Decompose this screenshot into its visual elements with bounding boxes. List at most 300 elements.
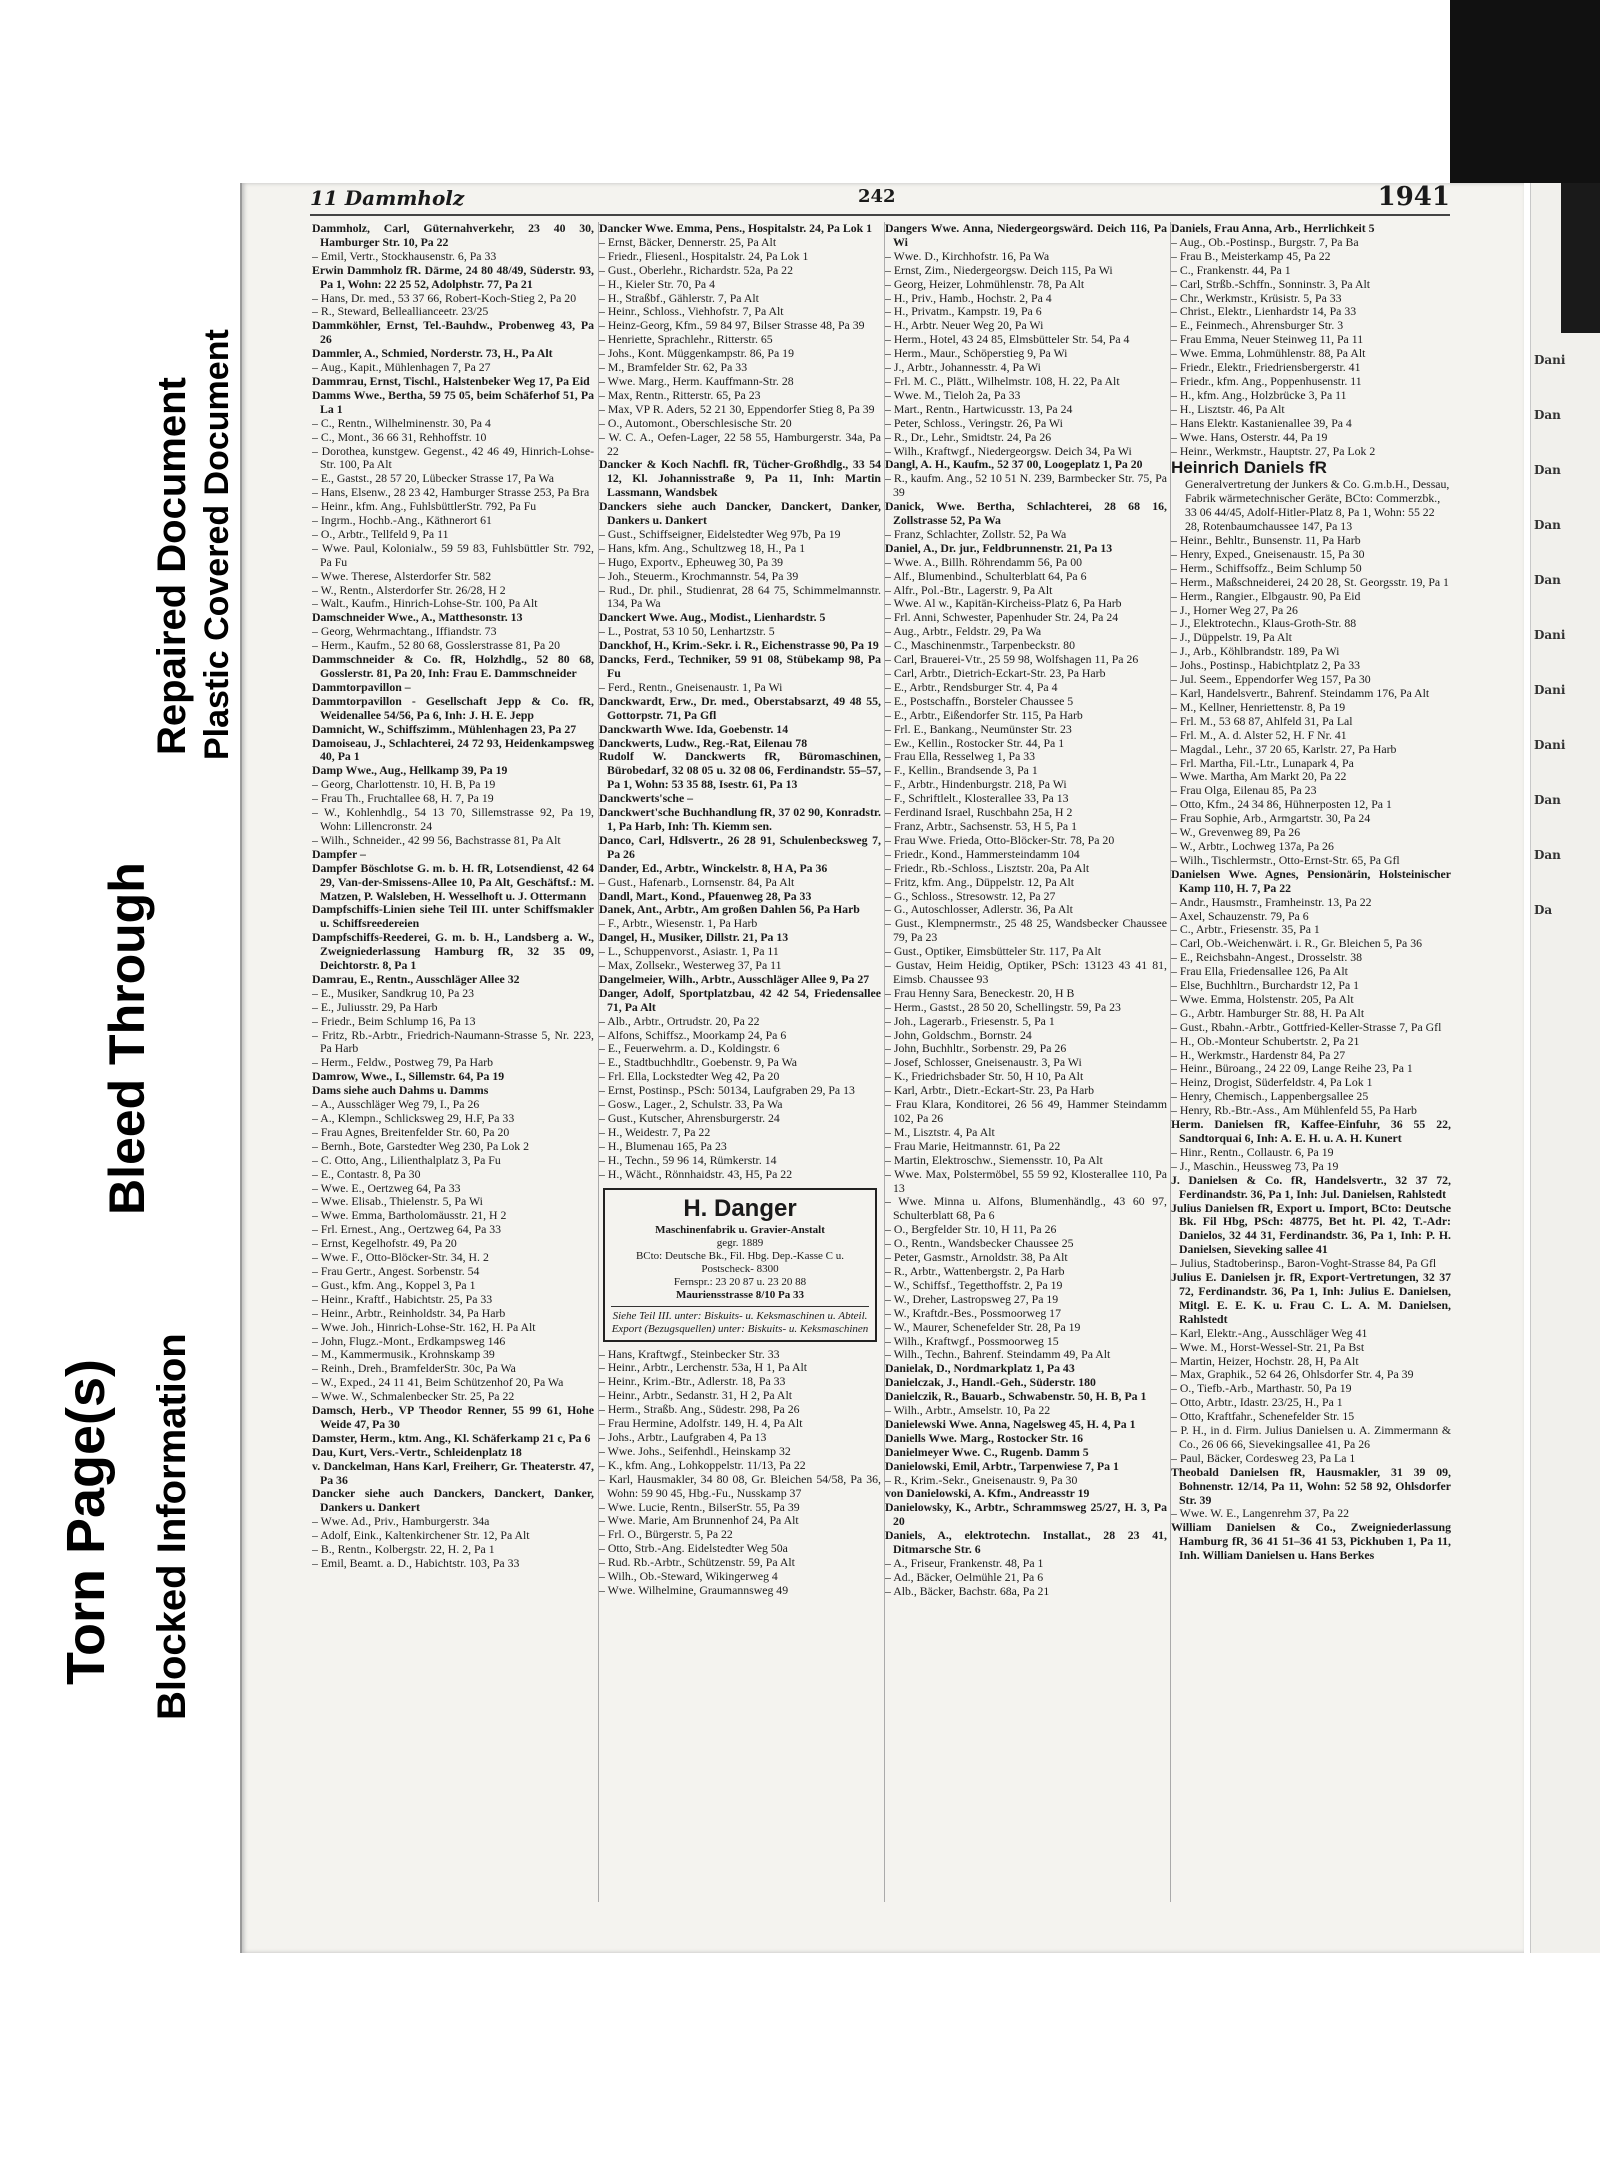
directory-entry: Damsch, Herb., VP Theodor Renner, 55 99 61, Hohe Weide 47, Pa 30 xyxy=(312,1403,594,1431)
directory-entry: – Henry, Chemisch., Lappenbergsallee 25 xyxy=(1171,1089,1369,1104)
ad-phone: Fernspr.: 23 20 87 u. 23 20 88 xyxy=(673,1275,807,1288)
directory-entry: – Wilh., Kraftwgf., Possmoorweg 15 xyxy=(885,1333,1059,1348)
directory-entry: – Peter, Gasmstr., Arnoldstr. 38, Pa Alt xyxy=(885,1250,1068,1265)
label-plastic-covered: Plastic Covered Document xyxy=(198,329,236,760)
directory-entry: – Wwe. Martha, Am Markt 20, Pa 22 xyxy=(1171,769,1347,784)
directory-entry: – Friedr., Rb.-Schloss., Lisztstr. 20a, Pa Alt xyxy=(885,860,1090,875)
directory-entry: Danielowsky, K., Arbtr., Schrammsweg 25/27, H. 3, Pa 20 xyxy=(885,1500,1167,1529)
directory-entry: Danckhof, H., Krim.-Sekr. i. R., Eichenstrasse 90, Pa 19 xyxy=(599,638,879,653)
directory-entry: – Heinr., kfm. Ang., FuhlsbüttlerStr. 792, Pa Fu xyxy=(312,499,537,514)
directory-entry: – R., Steward, Belleallianceetr. 23/25 xyxy=(312,304,489,319)
directory-entry: – J., Elektrotechn., Klaus-Groth-Str. 88 xyxy=(1171,616,1357,631)
directory-entry: – C. Otto, Ang., Lilienthalplatz 3, Pa Fu xyxy=(312,1152,501,1167)
directory-entry: – H., Privatm., Kampstr. 19, Pa 6 xyxy=(885,304,1042,319)
directory-entry: – Gust., Klempnermstr., 25 48 25, Wandsbecker Chaussee 79, Pa 23 xyxy=(885,916,1167,945)
directory-entry: – Frau Henny Sara, Beneckestr. 20, H B xyxy=(885,985,1075,1000)
directory-entry: – K., kfm. Ang., Lohkoppelstr. 11/13, Pa 22 xyxy=(599,1457,806,1472)
directory-entry: – Friedr., kfm. Ang., Poppenhusenstr. 11 xyxy=(1171,373,1362,388)
directory-entry: – Gosw., Lager., 2, Schulstr. 33, Pa Wa xyxy=(599,1097,783,1112)
directory-entry: – W., Dreher, Lastropsweg 27, Pa 19 xyxy=(885,1291,1059,1306)
directory-entry: – Herm., Rangier., Elbgaustr. 90, Pa Eid xyxy=(1171,588,1361,603)
directory-entry: Dampfschiffs-Reederei, G. m. b. H., Landsberg a. W., Zweigniederlassung Hamburg fR, 32 35 09, Deichtorstr. 8, Pa 1 xyxy=(312,930,594,973)
directory-entry: – Herm., Schiffsoffz., Beim Schlump 50 xyxy=(1171,560,1362,575)
directory-entry: Dangl, A. H., Kaufm., 52 37 00, Loogeplatz 1, Pa 20 xyxy=(885,457,1143,472)
directory-entry: – Frau Hermine, Adolfstr. 149, H. 4, Pa Alt xyxy=(599,1416,803,1431)
directory-entry: – Alf., Blumenbind., Schulterblatt 64, Pa 6 xyxy=(885,568,1087,583)
directory-entry: Danckert Wwe. Aug., Modist., Lienhardstr. 5 xyxy=(599,610,826,625)
directory-entry: – Dorothea, kunstgew. Gegenst., 42 46 49, Hinrich-Lohse-Str. 100, Pa Alt xyxy=(312,443,594,472)
directory-entry: – Frau Agnes, Breitenfelder Str. 60, Pa 20 xyxy=(312,1124,510,1139)
directory-entry: – Hans, Kraftwgf., Steinbecker Str. 33 xyxy=(599,1346,780,1361)
directory-entry: – Wilh., Techn., Bahrenf. Steindamm 49, Pa Alt xyxy=(885,1347,1111,1362)
directory-entry: – Gust., Hafenarb., Lornsenstr. 84, Pa Alt xyxy=(599,874,795,889)
directory-entry: – Wwe. Elisab., Thielenstr. 5, Pa Wi xyxy=(312,1194,483,1209)
header-rule xyxy=(310,214,1450,216)
directory-entry: – W. C. A., Oefen-Lager, 22 58 55, Hamburgerstr. 34a, Pa 22 xyxy=(599,429,881,458)
directory-entry: – Wwe. Emma, Lohmühlenstr. 88, Pa Alt xyxy=(1171,346,1366,361)
directory-entry: – M., Bramfelder Str. 62, Pa 33 xyxy=(599,360,748,375)
directory-entry: – Gustav, Heim Heidig, Optiker, PSch: 13123 43 41 81, Eimsb. Chaussee 93 xyxy=(885,958,1167,986)
edge-fragment: Da xyxy=(1534,903,1553,917)
directory-entry: – E., Gastst., 28 57 20, Lübecker Strasse 17, Pa Wa xyxy=(312,471,554,486)
directory-entry: – Otto, Kfm., 24 34 86, Hühnerposten 12, Pa 1 xyxy=(1171,797,1392,812)
directory-entry: Dancker siehe auch Danckers, Danckert, Danker, Dankers u. Dankert xyxy=(312,1486,594,1515)
directory-entry: – Gust., Rbahn.-Arbtr., Gottfried-Keller-Strasse 7, Pa Gfl xyxy=(1171,1019,1442,1034)
directory-entry: – Rud. Rb.-Arbtr., Schützenstr. 59, Pa Alt xyxy=(599,1555,795,1570)
directory-entry: – Ernst, Zim., Niedergeorgsw. Deich 115, Pa Wi xyxy=(885,262,1113,277)
directory-entry: – O., Arbtr., Tellfeld 9, Pa 11 xyxy=(312,526,449,541)
directory-entry: – Mart., Rentn., Hartwicusstr. 13, Pa 24 xyxy=(885,401,1073,416)
directory-entry: Danek, Ant., Arbtr., Am großen Dahlen 56, Pa Harb xyxy=(599,902,860,917)
edge-fragment: Dan xyxy=(1534,848,1561,862)
directory-entry: Dammtorpavillon - Gesellschaft Jepp & Co. fR, Weidenallee 54/56, Pa 6, Inh: J. H. E. Jepp xyxy=(312,693,594,722)
ad-subtitle: Maschinenfabrik u. Gravier-Anstalt xyxy=(655,1223,825,1236)
ad-h-danger xyxy=(603,1188,877,1342)
directory-entry: – R., Krim.-Sekr., Gneisenaustr. 9, Pa 30 xyxy=(885,1472,1078,1487)
directory-entry: – Wilh., Schneider., 42 99 56, Bachstrasse 81, Pa Alt xyxy=(312,832,561,847)
directory-entry: – Johs., Postinsp., Habichtplatz 2, Pa 33 xyxy=(1171,658,1361,673)
directory-entry: Daniels, Frau Anna, Arb., Herrlichkeit 5 xyxy=(1171,222,1375,235)
directory-entry: – Frl. Martha, Fil.-Ltr., Lunapark 4, Pa xyxy=(1171,755,1354,770)
edge-fragment: Dani xyxy=(1534,738,1566,752)
directory-entry: Dancks, Ferd., Techniker, 59 91 08, Stübekamp 98, Pa Fu xyxy=(599,652,881,680)
directory-entry: – Alb., Arbtr., Ortrudstr. 20, Pa 22 xyxy=(599,1013,760,1028)
directory-entry: – Carl, Strßb.-Schffn., Sonninstr. 3, Pa Alt xyxy=(1171,276,1371,291)
directory-entry: – Wwe. Emma, Holstenstr. 205, Pa Alt xyxy=(1171,991,1354,1006)
directory-entry: – W., Kohlenhdlg., 54 13 70, Sillemstrasse 92, Pa 19, Wohn: Lillencronstr. 24 xyxy=(312,805,594,833)
directory-entry: – H., Kieler Str. 70, Pa 4 xyxy=(599,276,715,291)
directory-entry: – Wilh., Ob.-Steward, Wikingerweg 4 xyxy=(599,1569,778,1584)
directory-entry: – Friedr., Elektr., Friedriensbergerstr. 41 xyxy=(1171,360,1361,375)
directory-entry: – J., Arb., Köhlbrandstr. 189, Pa Wi xyxy=(1171,644,1340,659)
directory-entry: – Hans, kfm. Ang., Schultzweg 18, H., Pa 1 xyxy=(599,540,806,555)
edge-fragment: Dan xyxy=(1534,793,1561,807)
directory-entry: Dams siehe auch Dahms u. Damms xyxy=(312,1083,489,1098)
directory-entry: – Henry, Rb.-Btr.-Ass., Am Mühlenfeld 55, Pa Harb xyxy=(1171,1103,1417,1118)
directory-entry: – A., Klempn., Schlicksweg 29, H.F, Pa 33 xyxy=(312,1111,515,1125)
ad-footer: Siehe Teil III. unter: Biskuits- u. Keksmaschinen u. Abteil. Export (Bezugsquellen) unter: Biskuits- u. Keksmaschinen xyxy=(611,1306,869,1336)
directory-entry: – Heinr., Behltr., Bunsenstr. 11, Pa Harb xyxy=(1171,533,1361,548)
directory-entry: – Wilh., Kraftwgf., Niedergeorgsw. Deich 34, Pa Wi xyxy=(885,443,1132,458)
directory-entry: – Carl, Arbtr., Dietrich-Eckart-Str. 23, Pa Harb xyxy=(885,666,1106,680)
directory-entry: – F., Arbtr., Hindenburgstr. 218, Pa Wi xyxy=(885,777,1067,792)
edge-fragment: Dan xyxy=(1534,408,1561,422)
directory-entry: – C., Frankenstr. 44, Pa 1 xyxy=(1171,262,1291,277)
directory-entry: – A., Ausschläger Weg 79, I., Pa 26 xyxy=(312,1097,480,1112)
directory-entry: – W., Arbtr., Lochweg 137a, Pa 26 xyxy=(1171,838,1334,853)
directory-entry: – Adolf, Eink., Kaltenkirchener Str. 12, Pa Alt xyxy=(312,1528,530,1543)
directory-entry: – Martin, Elektroschw., Siemensstr. 10, Pa Alt xyxy=(885,1152,1103,1167)
directory-entry: Danielczik, R., Bauarb., Schwabenstr. 50, H. B, Pa 1 xyxy=(885,1389,1147,1404)
directory-entry: – Aug., Kapit., Mühlenhagen 7, Pa 27 xyxy=(312,360,491,375)
directory-entry: – Wwe. E., Oertzweg 64, Pa 33 xyxy=(312,1180,461,1195)
label-repaired-document: Repaired Document xyxy=(150,377,194,755)
directory-entry: Damms Wwe., Bertha, 59 75 05, beim Schäferhof 51, Pa La 1 xyxy=(312,387,594,416)
directory-entry: – J., Horner Weg 27, Pa 26 xyxy=(1171,602,1298,617)
directory-entry: Danielak, D., Nordmarkplatz 1, Pa 43 xyxy=(885,1361,1075,1376)
directory-entry: – Wwe. Wilhelmine, Graumannsweg 49 xyxy=(599,1582,789,1597)
directory-entry: – E., Stadtbuchhdltr., Goebenstr. 9, Pa Wa xyxy=(599,1055,798,1070)
directory-entry: – Wwe. Ad., Priv., Hamburgerstr. 34a xyxy=(312,1514,490,1529)
directory-entry: Erwin Dammholz fR. Därme, 24 80 48/49, Süderstr. 93, Pa 1, Wohn: 22 25 52, Adolphstr. 77, Pa 21 xyxy=(312,262,594,291)
directory-entry: – Herm., Hotel, 43 24 85, Elmsbütteler Str. 54, Pa 4 xyxy=(885,332,1130,347)
directory-entry: – Ernst, Kegelhofstr. 49, Pa 20 xyxy=(312,1236,457,1251)
directory-entry: – F., Schriftlelt., Klosterallee 33, Pa 13 xyxy=(885,791,1069,806)
directory-entry: – Henry, Exped., Gneisenaustr. 15, Pa 30 xyxy=(1171,546,1365,561)
directory-entry: – W., Rentn., Alsterdorfer Str. 26/28, H 2 xyxy=(312,582,506,597)
directory-entry: Danielczak, J., Handl.-Geh., Süderstr. 180 xyxy=(885,1375,1096,1390)
directory-entry: – W., Grevenweg 89, Pa 26 xyxy=(1171,825,1301,840)
column-1 xyxy=(312,222,594,1902)
edge-fragment: Dani xyxy=(1534,628,1566,642)
directory-entry: – W., Maurer, Schenefelder Str. 28, Pa 19 xyxy=(885,1319,1081,1334)
directory-entry: – Frl. Ernest., Ang., Oertzweg 64, Pa 33 xyxy=(312,1222,502,1237)
directory-entry: Damschneider Wwe., A., Matthesonstr. 13 xyxy=(312,610,523,625)
directory-entry: – Hans, Dr. med., 53 37 66, Robert-Koch-Stieg 2, Pa 20 xyxy=(312,290,577,305)
directory-entry: – E., Postschaffn., Borsteler Chaussee 5 xyxy=(885,693,1074,708)
label-torn-pages: Torn Page(s) xyxy=(56,1358,116,1685)
directory-entry: Danick, Wwe. Bertha, Schlachterei, 28 68 16, Zollstrasse 52, Pa Wa xyxy=(885,499,1167,528)
directory-entry: – Friedr., Kond., Hammersteindamm 104 xyxy=(885,846,1080,861)
directory-entry: – E., Feuerwehrm. a. D., Koldingstr. 6 xyxy=(599,1041,780,1056)
directory-entry: Dampfschiffs-Linien siehe Teil III. unter Schiffsmakler u. Schiffsreedereien xyxy=(312,902,594,931)
directory-entry: – Max, Rentn., Ritterstr. 65, Pa 23 xyxy=(599,387,761,402)
directory-entry: – J., Maschin., Heussweg 73, Pa 19 xyxy=(1171,1158,1339,1173)
directory-entry: – R., Arbtr., Wattenbergstr. 2, Pa Harb xyxy=(885,1263,1065,1278)
directory-entry: – Fritz, kfm. Ang., Düppelstr. 12, Pa Alt xyxy=(885,874,1075,889)
directory-entry: Danckwerts, Ludw., Reg.-Rat, Eilenau 78 xyxy=(599,735,808,750)
directory-entry: – C., Mont., 36 66 31, Rehhoffstr. 10 xyxy=(312,429,487,444)
directory-entry: – Carl, Ob.-Weichenwärt. i. R., Gr. Bleichen 5, Pa 36 xyxy=(1171,936,1422,951)
heinrich-daniels-text: Generalvertretung der Junkers & Co. G.m.b.H., Dessau, Fabrik wärmetechnischer Geräte, BCto: Commerzbk., 33 06 44/45, Adolf-Hitler-Platz 8, Pa 1, Wohn: 55 22 28, Rotenbaumchaussee 147, Pa 13 xyxy=(1185,477,1450,534)
directory-entry: J. Danielsen & Co. fR, Handelsvertr., 32 37 72, Ferdinandstr. 36, Pa 1, Inh: Jul. Danielsen, Rahlstedt xyxy=(1171,1172,1451,1201)
directory-entry: Danckwardt, Erw., Dr. med., Oberstabsarzt, 49 48 55, Gottorpstr. 71, Pa Gfl xyxy=(599,693,881,722)
directory-entry: – Wwe. Minna u. Alfons, Blumenhändlg., 43 60 97, Schulterblatt 68, Pa 6 xyxy=(885,1194,1167,1223)
directory-entry: Dammtorpavillon – xyxy=(312,679,411,694)
directory-entry: – C., Maschinenmstr., Tarpenbeckstr. 80 xyxy=(885,638,1075,653)
directory-entry: – R., kaufm. Ang., 52 10 51 N. 239, Barmbecker Str. 75, Pa 39 xyxy=(885,471,1167,500)
directory-entry: – G., Schloss., Stresowstr. 12, Pa 27 xyxy=(885,888,1056,903)
directory-entry: Dandl, Mart., Kond., Pfauenweg 28, Pa 33 xyxy=(599,888,812,903)
directory-entry: – Wwe. Lucie, Rentn., BilserStr. 55, Pa 39 xyxy=(599,1499,800,1514)
directory-entry: – Alfons, Schiffsz., Moorkamp 24, Pa 6 xyxy=(599,1027,787,1042)
directory-entry: – Frl. M., A. d. Alster 52, H. F Nr. 41 xyxy=(1171,727,1347,742)
directory-entry: – H., Weidestr. 7, Pa 22 xyxy=(599,1124,711,1139)
directory-entry: – R., Dr., Lehr., Smidtstr. 24, Pa 26 xyxy=(885,429,1052,444)
directory-entry: – Martin, Heizer, Hochstr. 28, H, Pa Alt xyxy=(1171,1353,1359,1368)
directory-entry: – Frau Wwe. Frieda, Otto-Blöcker-Str. 78, Pa 20 xyxy=(885,832,1115,847)
directory-entry: – E., Contastr. 8, Pa 30 xyxy=(312,1166,421,1181)
directory-entry: – Bernh., Bote, Garstedter Weg 230, Pa Lok 2 xyxy=(312,1138,530,1153)
directory-entry: – Wwe. Marie, Am Brunnenhof 24, Pa Alt xyxy=(599,1513,799,1528)
directory-entry: – Georg, Heizer, Lohmühlenstr. 78, Pa Alt xyxy=(885,276,1085,291)
directory-entry: – Gust., kfm. Ang., Koppel 3, Pa 1 xyxy=(312,1277,476,1292)
edge-fragment: Dani xyxy=(1534,353,1566,367)
directory-entry: – Max, Graphik., 52 64 26, Ohlsdorfer Str. 4, Pa 39 xyxy=(1171,1367,1414,1382)
directory-entry: – Frau Olga, Eilenau 85, Pa 23 xyxy=(1171,783,1317,798)
directory-entry: – Frau Marie, Heitmannstr. 61, Pa 22 xyxy=(885,1138,1061,1153)
directory-entry: Danckwerts'sche – xyxy=(599,791,694,806)
directory-entry: – H., Straßbf., Gählerstr. 7, Pa Alt xyxy=(599,290,759,305)
directory-entry: Danielsen Wwe. Agnes, Pensionärin, Holsteinischer Kamp 110, H. 7, Pa 22 xyxy=(1171,866,1451,895)
directory-entry: – E., Juliusstr. 29, Pa Harb xyxy=(312,999,438,1014)
directory-entry: Dammler, A., Schmied, Norderstr. 73, H., Pa Alt xyxy=(312,346,553,361)
directory-entry: – Walt., Kaufm., Hinrich-Lohse-Str. 100, Pa Alt xyxy=(312,596,538,611)
directory-entry: – Wwe. Marg., Herm. Kauffmann-Str. 28 xyxy=(599,373,794,388)
directory-entry: Dancker & Koch Nachfl. fR, Tücher-Großhdlg., 33 54 12, Kl. Johannisstraße 9, Pa 11, Inh: Martin Lassmann, Wandsbek xyxy=(599,457,881,500)
directory-entry: Damster, Herm., ktm. Ang., Kl. Schäferkamp 21 c, Pa 6 xyxy=(312,1430,591,1445)
directory-entry: – Johs., Kont. Müggenkampstr. 86, Pa 19 xyxy=(599,346,794,361)
directory-entry: – Jul. Seem., Eppendorfer Weg 157, Pa 30 xyxy=(1171,672,1371,687)
directory-entry: – Heinz, Drogist, Süderfeldstr. 4, Pa Lok 1 xyxy=(1171,1075,1373,1090)
directory-entry: – Karl, Arbtr., Dietr.-Eckart-Str. 23, Pa Harb xyxy=(885,1083,1095,1098)
directory-entry: Danielowski, Emil, Arbtr., Tarpenwiese 7, Pa 1 xyxy=(885,1458,1119,1473)
directory-entry: – Herm., Maßschneiderei, 24 20 28, St. Georgsstr. 19, Pa 1 xyxy=(1171,574,1449,589)
directory-entry: – Ew., Kellin., Rostocker Str. 44, Pa 1 xyxy=(885,735,1065,750)
directory-entry: – John, Goldschm., Bornstr. 24 xyxy=(885,1027,1032,1042)
directory-entry: – W., Schiffsf., Tegetthoffstr. 2, Pa 19 xyxy=(885,1277,1063,1292)
directory-entry: – Gust., Schiffseigner, Eidelstedter Weg 97b, Pa 19 xyxy=(599,526,841,541)
directory-entry: Dau, Kurt, Vers.-Vertr., Schleidenplatz 18 xyxy=(312,1444,522,1459)
margin-labels xyxy=(0,0,250,2177)
directory-entry: – E., Reichsbahn-Angest., Drosselstr. 38 xyxy=(1171,950,1363,965)
directory-entry: – Frl. O., Bürgerstr. 5, Pa 22 xyxy=(599,1527,733,1542)
directory-entry: Theobald Danielsen fR, Hausmakler, 31 39 09, Bohnenstr. 12/14, Pa 11, Wohn: 52 58 92, Ohlsdorfer Str. 39 xyxy=(1171,1464,1451,1507)
directory-entry: Dammköhler, Ernst, Tel.-Bauhdw., Probenweg 43, Pa 26 xyxy=(312,318,594,347)
directory-entry: – Rud., Dr. phil., Studienrat, 28 64 75, Schimmelmannstr. 134, Pa Wa xyxy=(599,582,881,611)
directory-entry: – Hugo, Exportv., Epheuweg 30, Pa 39 xyxy=(599,554,784,569)
directory-entry: – Emil, Vertr., Stockhausenstr. 6, Pa 33 xyxy=(312,248,497,263)
directory-entry: – Christ., Elektr., Lienhardstr 14, Pa 33 xyxy=(1171,304,1357,319)
directory-entry: – Frl. Ella, Lockstedter Weg 42, Pa 20 xyxy=(599,1069,780,1084)
page-number: 242 xyxy=(858,186,896,207)
directory-entry: Dammrau, Ernst, Tischl., Halstenbeker Weg 17, Pa Eid xyxy=(312,373,590,388)
directory-entry: – E., Arbtr., Rendsburger Str. 4, Pa 4 xyxy=(885,679,1058,694)
label-bleed-through: Bleed Through xyxy=(99,862,155,1215)
directory-entry: – Ferd., Rentn., Gneisenaustr. 1, Pa Wi xyxy=(599,679,783,694)
directory-entry: – Axel, Schauzenstr. 79, Pa 6 xyxy=(1171,908,1309,923)
directory-entry: – Ferdinand Israel, Ruschbahn 25a, H 2 xyxy=(885,805,1073,820)
directory-entry: – John, Buchhltr., Sorbenstr. 29, Pa 26 xyxy=(885,1041,1067,1056)
directory-entry: Damnicht, W., Schiffszimm., Mühlenhagen 23, Pa 27 xyxy=(312,721,577,736)
directory-entry: Daniels, A., elektrotechn. Installat., 28 23 41, Ditmarsche Str. 6 xyxy=(885,1528,1167,1557)
directory-entry: – Wwe. M., Horst-Wessel-Str. 21, Pa Bst xyxy=(1171,1339,1365,1354)
directory-entry: – O., Tiefb.-Arb., Marthastr. 50, Pa 19 xyxy=(1171,1381,1352,1396)
directory-entry: – Frau Ella, Friedensallee 126, Pa Alt xyxy=(1171,964,1348,979)
directory-entry: – O., Bergfelder Str. 10, H 11, Pa 26 xyxy=(885,1222,1057,1237)
directory-entry: – K., Friedrichsbader Str. 50, H 10, Pa Alt xyxy=(885,1069,1084,1084)
ad-address: Mauriensstrasse 8/10 Pa 33 xyxy=(675,1288,804,1301)
directory-entry: – H., kfm. Ang., Holzbrücke 3, Pa 11 xyxy=(1171,387,1347,402)
directory-entry: – Frau Ella, Resselweg 1, Pa 33 xyxy=(885,749,1036,764)
directory-entry: – F., Kellin., Brandsende 3, Pa 1 xyxy=(885,763,1038,778)
directory-entry: – Else, Buchhltrn., Burchardstr 12, Pa 1 xyxy=(1171,978,1360,993)
directory-entry: Rudolf W. Danckwerts fR, Büromaschinen, Bürobedarf, 32 08 05 u. 32 08 06, Ferdinandstr. 55–57, Pa 1, Wohn: 53 35 88, Isestr. 61, Pa 13 xyxy=(599,749,881,792)
directory-entry: Dampfer Böschlotse G. m. b. H. fR, Lotsendienst, 42 64 29, Van-der-Smissens-Allee 10, Pa Alt, Geschäftsf.: M. Matzen, P. Walsleben, H. Wesselhoft u. J. Ottermann xyxy=(312,860,594,903)
directory-entry: – Wwe. F., Otto-Blöcker-Str. 34, H. 2 xyxy=(312,1250,489,1265)
directory-entry: – Heinr., Werkmstr., Hauptstr. 27, Pa Lok 2 xyxy=(1171,443,1376,458)
column-4 xyxy=(1170,222,1451,1902)
heinrich-daniels-heading: Heinrich Daniels fR xyxy=(1171,458,1327,478)
directory-entry: – Wwe. Emma, Bartholomäusstr. 21, H 2 xyxy=(312,1208,507,1223)
directory-entry: Dammholz, Carl, Güternahverkehr, 23 40 30, Hamburger Str. 10, Pa 22 xyxy=(312,222,594,249)
directory-entry: – Wwe. M., Tieloh 2a, Pa 33 xyxy=(885,387,1021,402)
directory-entry: Danckwarth Wwe. Ida, Goebenstr. 14 xyxy=(599,721,789,736)
directory-entry: Danielmeyer Wwe. C., Rugenb. Damm 5 xyxy=(885,1444,1089,1459)
edge-fragment: Dani xyxy=(1534,683,1566,697)
directory-entry: – Wwe. W., Schmalenbecker Str. 25, Pa 22 xyxy=(312,1389,515,1404)
directory-entry: – Alfr., Pol.-Btr., Lagerstr. 9, Pa Alt xyxy=(885,582,1053,597)
directory-entry: Damrow, Wwe., I., Sillemstr. 64, Pa 19 xyxy=(312,1069,505,1084)
directory-entry: – Heinr., Schloss., Viehhofstr. 7, Pa Alt xyxy=(599,304,784,319)
directory-entry: – J., Düppelstr. 19, Pa Alt xyxy=(1171,630,1292,645)
directory-entry: – Josef, Schlosser, Gneisenaustr. 3, Pa Wi xyxy=(885,1055,1082,1070)
directory-entry: – E., Feinmech., Ahrensburger Str. 3 xyxy=(1171,318,1344,333)
directory-entry: Julius Danielsen fR, Export u. Import, BCto: Deutsche Bk. Fil Hbg, PSch: 48775, Bet ht. Pl. 42, T.-Adr: Danielos, 32 44 31, Ferdinandstr. 36, Pa 1, Inh: P. H. Danielsen, Sieveking sallee 41 xyxy=(1171,1200,1451,1257)
directory-entry: – M., Kammermusik., Krohnskamp 39 xyxy=(312,1347,495,1362)
directory-entry: – G., Arbtr. Hamburger Str. 88, H. Pa Alt xyxy=(1171,1005,1365,1020)
directory-entry: – Frau Gertr., Angest. Sorbenstr. 54 xyxy=(312,1263,480,1278)
directory-entry: – Hinr., Rentn., Collaustr. 6, Pa 19 xyxy=(1171,1144,1334,1159)
directory-entry: – W., Exped., 24 11 41, Beim Schützenhof 20, Pa Wa xyxy=(312,1375,564,1390)
directory-entry: – Hans Elektr. Kastanienallee 39, Pa 4 xyxy=(1171,415,1352,430)
directory-entry: – Frl. M. C., Plätt., Wilhelmstr. 108, H. 22, Pa Alt xyxy=(885,373,1120,388)
ad-bank: BCto: Deutsche Bk., Fil. Hbg. Dep.-Kasse C u. Postscheck- 8300 xyxy=(635,1249,845,1275)
directory-entry: – M., Kellner, Henriettenstr. 8, Pa 19 xyxy=(1171,699,1346,714)
directory-entry: – Gust., Optiker, Eimsbütteler Str. 117, Pa Alt xyxy=(885,944,1102,959)
directory-entry: – Joh., Steuerm., Krochmannstr. 54, Pa 39 xyxy=(599,568,799,583)
directory-entry: – Wwe. A., Billh. Röhrendamm 56, Pa 00 xyxy=(885,554,1083,569)
directory-entry: Danger, Adolf, Sportplatzbau, 42 42 54, Friedensallee 71, Pa Alt xyxy=(599,985,881,1014)
directory-entry: – Chr., Werkmstr., Krüsistr. 5, Pa 33 xyxy=(1171,290,1342,305)
directory-entry: – Heinr., Büroang., 24 22 09, Lange Reihe 23, Pa 1 xyxy=(1171,1061,1413,1076)
directory-entry: – B., Rentn., Kolbergstr. 22, H. 2, Pa 1 xyxy=(312,1542,495,1557)
directory-entry: – Herm., Gastst., 28 50 20, Schellingstr. 59, Pa 23 xyxy=(885,999,1121,1014)
directory-entry: – H., Wächt., Rönnhaidstr. 43, H5, Pa 22 xyxy=(599,1166,793,1181)
directory-entry: – Ingrm., Hochb.-Ang., Käthnerort 61 xyxy=(312,513,492,528)
directory-entry: – Max, VP R. Aders, 52 21 30, Eppendorfer Stieg 8, Pa 39 xyxy=(599,401,875,416)
directory-entry: – Aug., Arbtr., Feldstr. 29, Pa Wa xyxy=(885,624,1042,639)
column-2 xyxy=(598,222,881,1902)
directory-entry: – Karl, Hausmakler, 34 80 08, Gr. Bleichen 54/58, Pa 36, Wohn: 59 90 45, Hbg.-Fu., Nusskamp 37 xyxy=(599,1471,881,1500)
directory-entry: – Max, Zollsekr., Westerweg 37, Pa 11 xyxy=(599,958,782,973)
directory-entry: – Heinr., Krim.-Btr., Adlerstr. 18, Pa 33 xyxy=(599,1374,786,1389)
directory-entry: Damrau, E., Rentn., Ausschläger Allee 32 xyxy=(312,971,520,986)
directory-entry: – Ernst, Bäcker, Dennerstr. 25, Pa Alt xyxy=(599,234,777,249)
directory-entry: – Wilh., Arbtr., Amselstr. 10, Pa 22 xyxy=(885,1403,1051,1418)
directory-entry: – Otto, Arbtr., Idastr. 23/25, H., Pa 1 xyxy=(1171,1395,1343,1410)
directory-entry: – Reinh., Dreh., BramfelderStr. 30c, Pa Wa xyxy=(312,1361,516,1376)
directory-entry: – G., Autoschlosser, Adlerstr. 36, Pa Alt xyxy=(885,902,1073,917)
directory-entry: – John, Flugz.-Mont., Erdkampsweg 146 xyxy=(312,1333,506,1348)
directory-entry: – Heinr., Arbtr., Lerchenstr. 53a, H 1, Pa Alt xyxy=(599,1360,808,1375)
directory-entry: Danckwert'sche Buchhandlung fR, 37 02 90, Konradstr. 1, Pa Harb, Inh: Th. Kiemm sen. xyxy=(599,805,881,833)
directory-entry: – Heinz-Georg, Kfm., 59 84 97, Bilser Strasse 48, Pa 39 xyxy=(599,318,865,333)
directory-entry: – P. H., in d. Firm. Julius Danielsen u. A. Zimmermann & Co., 26 06 66, Sievekingsallee 41, Pa 26 xyxy=(1171,1423,1451,1451)
directory-entry: – L., Postrat, 53 10 50, Lenhartzstr. 5 xyxy=(599,624,775,639)
edge-fragment: Dan xyxy=(1534,463,1561,477)
directory-entry: – Wwe. Hans, Osterstr. 44, Pa 19 xyxy=(1171,429,1328,444)
directory-entry: – Georg, Wehrmachtang., Iffiandstr. 73 xyxy=(312,624,497,639)
directory-entry: – H., Techn., 59 96 14, Rümkerstr. 14 xyxy=(599,1152,777,1167)
edge-fragment: Dan xyxy=(1534,573,1561,587)
directory-entry: – Georg, Charlottenstr. 10, H. B, Pa 19 xyxy=(312,777,496,792)
directory-entry: – Frl. Anni, Schwester, Papenhuder Str. 24, Pa 24 xyxy=(885,610,1119,625)
directory-entry: – Franz, Arbtr., Sachsenstr. 53, H 5, Pa 1 xyxy=(885,818,1078,833)
ad-title: H. Danger xyxy=(683,1194,797,1222)
year: 1941 xyxy=(1377,182,1450,212)
column-3 xyxy=(884,222,1167,1902)
next-page-edge xyxy=(1530,183,1600,1953)
directory-entry: – E., Arbtr., Eißendorfer Str. 115, Pa Harb xyxy=(885,707,1083,722)
directory-entry: – Franz, Schlachter, Zollstr. 52, Pa Wa xyxy=(885,526,1067,541)
directory-entry: – Ad., Bäcker, Oelmühle 21, Pa 6 xyxy=(885,1569,1044,1584)
directory-entry: – Wwe. Johs., Seifenhdl., Heinskamp 32 xyxy=(599,1443,791,1458)
directory-entry: – Karl, Handelsvertr., Bahrenf. Steindamm 176, Pa Alt xyxy=(1171,686,1430,700)
directory-entry: – L., Schuppenvorst., Asiastr. 1, Pa 11 xyxy=(599,944,779,959)
page-header xyxy=(310,182,1450,212)
directory-entry: – Otto, Kraftfahr., Schenefelder Str. 15 xyxy=(1171,1409,1355,1424)
directory-entry: – Frau Emma, Neuer Steinweg 11, Pa 11 xyxy=(1171,332,1364,347)
directory-entry: Herm. Danielsen fR, Kaffee-Einfuhr, 36 55 22, Sandtorquai 6, Inh: A. E. H. u. A. H. Kunert xyxy=(1171,1117,1451,1145)
directory-entry: – Gust., Kutscher, Ahrensburgerstr. 24 xyxy=(599,1111,780,1125)
directory-entry: – C., Arbtr., Friesenstr. 35, Pa 1 xyxy=(1171,922,1320,937)
directory-entry: – Herm., Feldw., Postweg 79, Pa Harb xyxy=(312,1055,494,1070)
directory-entry: – Johs., Arbtr., Laufgraben 4, Pa 13 xyxy=(599,1429,767,1444)
directory-entry: – A., Friseur, Frankenstr. 48, Pa 1 xyxy=(885,1556,1044,1570)
directory-entry: – Otto, Strb.-Ang. Eidelstedter Weg 50a xyxy=(599,1541,788,1556)
directory-entry: – Wwe. Max, Polstermöbel, 55 59 92, Klosterallee 110, Pa 13 xyxy=(885,1166,1167,1195)
directory-entry: – Ernst, Postinsp., PSch: 50134, Laufgraben 29, Pa 13 xyxy=(599,1083,855,1098)
directory-entry: – H., Blumenau 165, Pa 23 xyxy=(599,1138,727,1153)
directory-entry: Dampfer – xyxy=(312,846,366,861)
directory-entry: Dander, Ed., Arbtr., Winckelstr. 8, H A, Pa 36 xyxy=(599,860,828,875)
directory-entry: – Heinr., Arbtr., Sedanstr. 31, H 2, Pa Alt xyxy=(599,1388,793,1403)
directory-entry: – Emil, Beamt. a. D., Habichtstr. 103, Pa 33 xyxy=(312,1556,520,1570)
directory-entry: – Frau Klara, Konditorei, 26 56 49, Hammer Steindamm 102, Pa 26 xyxy=(885,1097,1167,1125)
directory-entry: – O., Automont., Oberschlesische Str. 20 xyxy=(599,415,792,430)
directory-entry: – H., Arbtr. Neuer Weg 20, Pa Wi xyxy=(885,318,1044,333)
directory-entry: v. Danckelman, Hans Karl, Freiherr, Gr. Theaterstr. 47, Pa 36 xyxy=(312,1458,594,1487)
directory-entry: Danielewski Wwe. Anna, Nagelsweg 45, H. 4, Pa 1 xyxy=(885,1416,1136,1431)
directory-entry: – Friedr., Fliesenl., Hospitalstr. 24, Pa Lok 1 xyxy=(599,248,809,263)
directory-entry: – Wwe. Paul, Kolonialw., 59 59 83, Fuhlsbüttler Str. 792, Pa Fu xyxy=(312,540,594,569)
directory-entry: Dangelmeier, Wilh., Arbtr., Ausschläger Allee 9, Pa 27 xyxy=(599,971,870,986)
directory-entry: – Wilh., Tischlermstr., Otto-Ernst-Str. 65, Pa Gfl xyxy=(1171,852,1400,867)
directory-entry: – F., Arbtr., Wiesenstr. 1, Pa Harb xyxy=(599,916,758,931)
directory-entry: – H., Priv., Hamb., Hochstr. 2, Pa 4 xyxy=(885,290,1052,305)
directory-entry: – Frl. E., Bankang., Neumünster Str. 23 xyxy=(885,721,1072,736)
